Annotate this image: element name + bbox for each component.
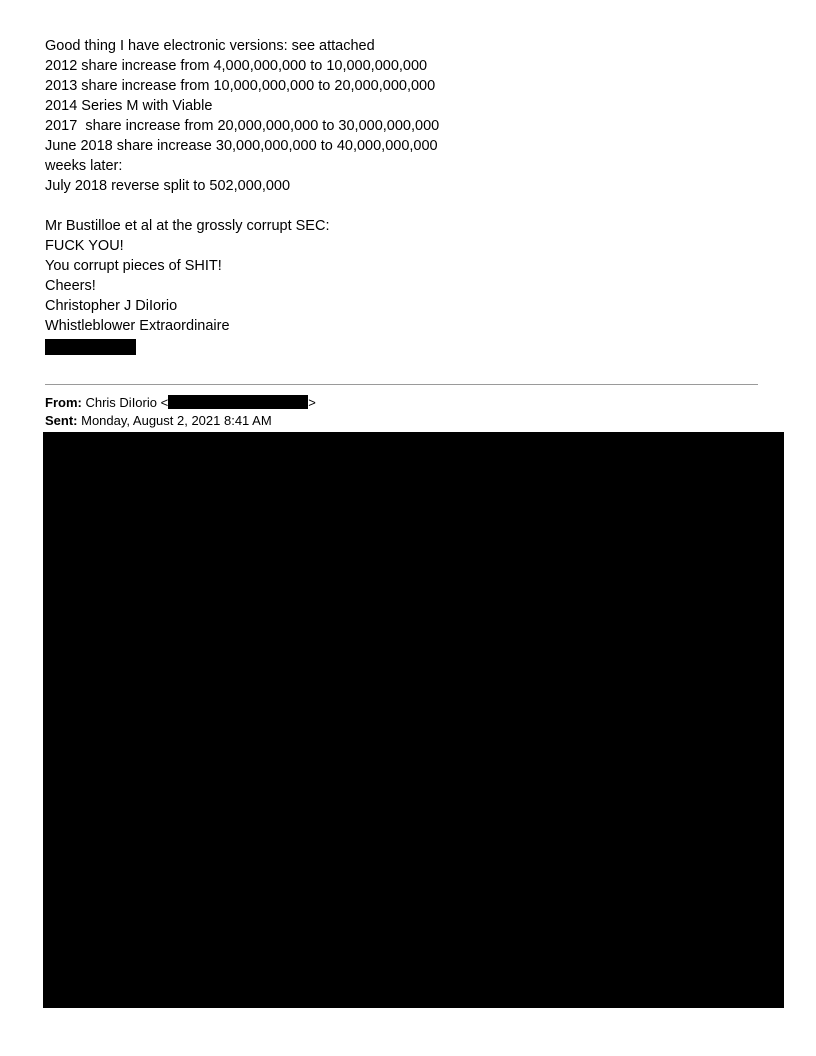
signature-name: Christopher J DiIorio xyxy=(45,298,178,314)
body-line: July 2018 reverse split to 502,000,000 xyxy=(45,178,291,194)
body-line: 2017 share increase from 20,000,000,000 to 30,000,000,000 xyxy=(45,118,440,134)
email-divider xyxy=(45,384,758,385)
sent-label: Sent: xyxy=(45,413,78,428)
body-line: June 2018 share increase 30,000,000,000 to 40,000,000,000 xyxy=(45,138,438,154)
sent-row xyxy=(45,412,316,430)
body-line: FUCK YOU! xyxy=(45,238,124,254)
from-row xyxy=(45,394,316,412)
body-line: You corrupt pieces of SHIT! xyxy=(45,258,222,274)
body-line: Mr Bustilloe et al at the grossly corrupt SEC: xyxy=(45,218,330,234)
email-header xyxy=(45,394,316,430)
body-line: weeks later: xyxy=(45,158,123,174)
body-line: 2012 share increase from 4,000,000,000 to 10,000,000,000 xyxy=(45,58,428,74)
body-line: 2014 Series M with Viable xyxy=(45,98,213,114)
body-line: Cheers! xyxy=(45,278,96,294)
blank-line xyxy=(45,196,745,216)
redaction-block-signature xyxy=(45,339,136,355)
body-line: 2013 share increase from 10,000,000,000 to 20,000,000,000 xyxy=(45,78,436,94)
from-name: Chris DiIorio < xyxy=(85,395,169,410)
sent-value: Monday, August 2, 2021 8:41 AM xyxy=(81,413,272,428)
from-close: > xyxy=(308,395,316,410)
body-line: Good thing I have electronic versions: see attached xyxy=(45,38,375,54)
redaction-block-main xyxy=(43,432,784,1008)
signature-title: Whistleblower Extraordinaire xyxy=(45,318,230,334)
from-label: From: xyxy=(45,395,82,410)
message-body xyxy=(45,36,745,336)
redaction-block-email xyxy=(168,395,308,409)
